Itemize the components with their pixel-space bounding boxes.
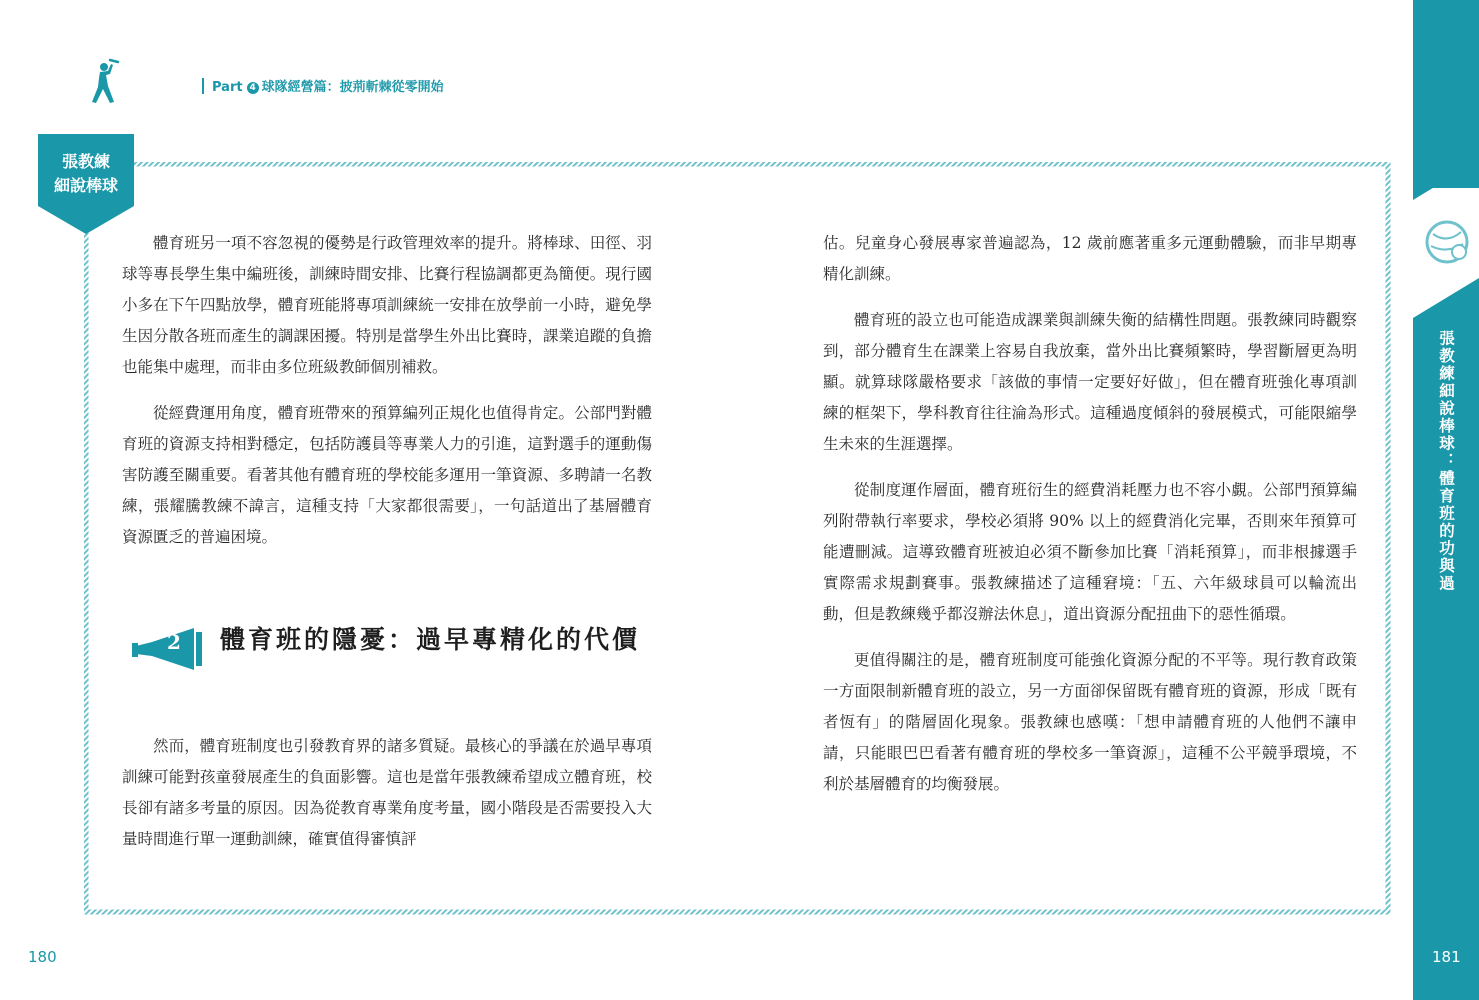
part-number-badge: 4 [247, 82, 259, 94]
page-number-left: 180 [28, 948, 57, 966]
baseball-batter-icon [84, 58, 120, 108]
paragraph: 體育班另一項不容忽視的優勢是行政管理效率的提升。將棒球、田徑、羽球等專長學生集中編班後，訓練時間安排、比賽行程協調都更為簡便。現行國小多在下午四點放學，體育班能將專項訓練統一安排在放學前一小時，避免學生因分散各班而產生的調課困擾。特別是當學生外出比賽時，課業追蹤的負擔也能集中處理，而非由多位班級教師個別補救。 [122, 234, 652, 376]
paragraph: 從制度運作層面，體育班衍生的經費消耗壓力也不容小覷。公部門預算編列附帶執行率要求，學校必須將 90% 以上的經費消化完畢，否則來年預算可能遭刪減。這導致體育班被迫必須不斷參加比賽「消耗預算」，而非根據選手實際需求規劃賽事。張教練描述了這種窘境：「五、六年級球員可以輪流出動，但是教練幾乎都沒辦法休息」，道出資源分配扭曲下的惡性循環。 [823, 481, 1357, 623]
left-column [122, 228, 652, 568]
chapter-sidebar [1413, 0, 1479, 1000]
paragraph: 從經費運用角度，體育班帶來的預算編列正規化也值得肯定。公部門對體育班的資源支持相對穩定，包括防護員等專業人力的引進，這對選手的運動傷害防護至關重要。看著其他有體育班的學校能多運用一筆資源、多聘請一名教練，張耀騰教練不諱言，這種支持「大家都很需要」，一句話道出了基層體育資源匱乏的普遍困境。 [122, 404, 652, 546]
left-bottom-text [122, 731, 652, 855]
section-title: 體育班的隱憂：過早專精化的代價 [220, 625, 641, 654]
paragraph: 然而，體育班制度也引發教育界的諸多質疑。最核心的爭議在於過早專項訓練可能對孩童發展產生的負面影響。這也是當年張教練希望成立體育班，校長卻有諸多考量的原因。因為從教育專業角度考量，國小階段是否需要投入大量時間進行單一運動訓練，確實值得審慎評 [122, 737, 652, 848]
part-title: 球隊經營篇：披荊斬棘從零開始 [261, 80, 444, 95]
column-tag [38, 134, 134, 234]
paragraph: 體育班的設立也可能造成課業與訓練失衡的結構性問題。張教練同時觀察到，部分體育生在課業上容易自我放棄，當外出比賽頻繁時，學習斷層更為明顯。就算球隊嚴格要求「該做的事情一定要好好做」，但在體育班強化專項訓練的框架下，學科教育往往淪為形式。這種過度傾斜的發展模式，可能限縮學生未來的生涯選擇。 [823, 311, 1357, 453]
section-number: 2 [167, 630, 181, 654]
column-tag-text: 張教練 細說棒球 [53, 152, 118, 195]
paragraph: 更值得關注的是，體育班制度可能強化資源分配的不平等。現行教育政策一方面限制新體育班的設立，另一方面卻保留既有體育班的資源，形成「既有者恆有」的階層固化現象。張教練也感嘆：「想申請體育班的人他們不讓申請，只能眼巴巴看著有體育班的學校多一筆資源」，這種不公平競爭環境，不利於基層體育的均衡發展。 [823, 651, 1357, 793]
vertical-chapter-title: 張教練細說棒球：體育班的功與過 [1437, 330, 1455, 593]
continued-paragraph: 估。兒童身心發展專家普遍認為，12 歲前應著重多元運動體驗，而非早期專精化訓練。 [823, 234, 1357, 283]
page-number-right: 181 [1432, 948, 1461, 966]
part-label [212, 76, 444, 95]
section-heading [132, 620, 662, 710]
baseball-glove-icon [1421, 216, 1473, 268]
header-divider [202, 78, 204, 94]
right-column [823, 228, 1357, 815]
part-word: Part [212, 80, 243, 95]
